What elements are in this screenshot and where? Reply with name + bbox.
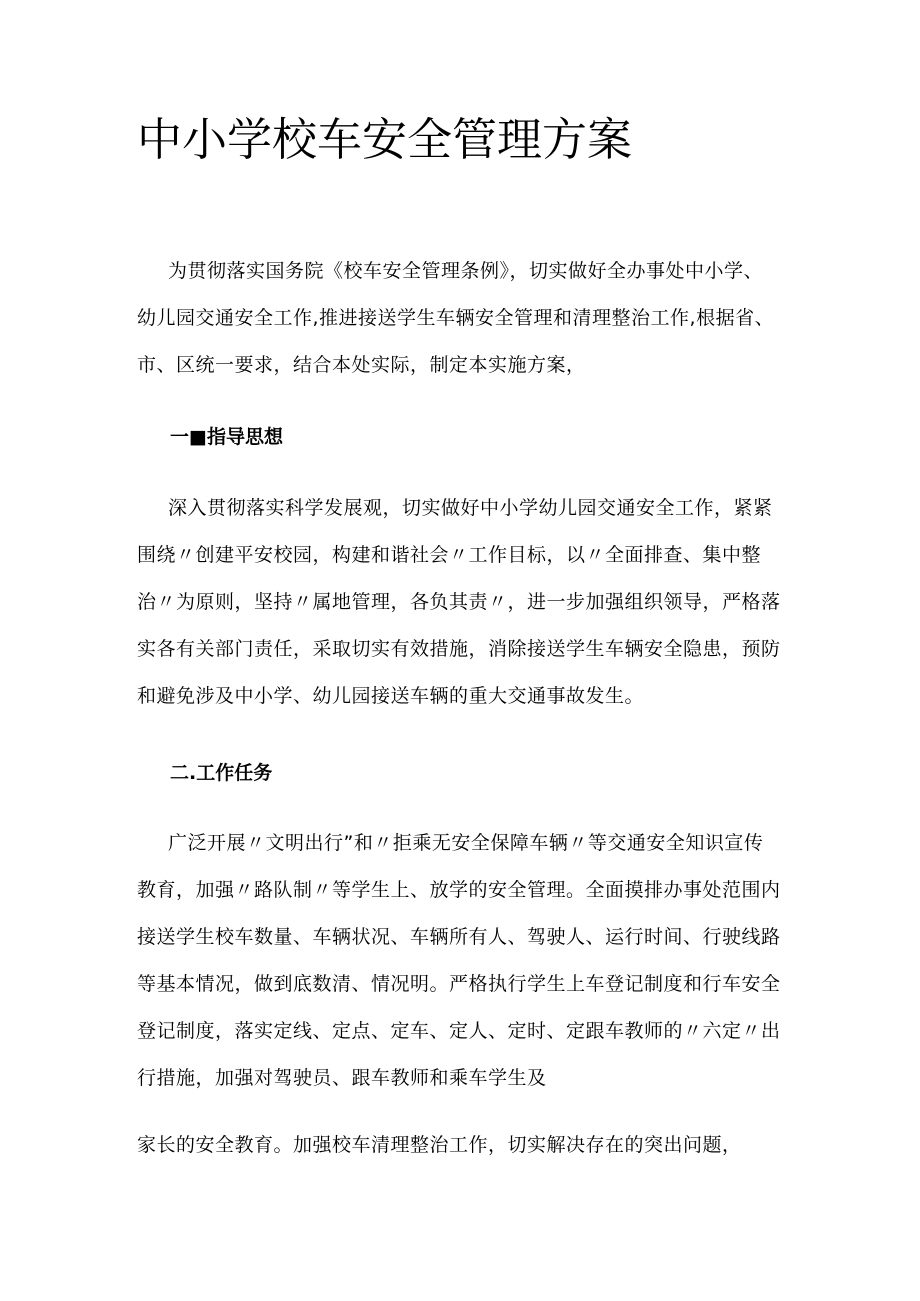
section-heading-guiding-ideology: 一■指导思想 <box>170 426 283 448</box>
section1-line-5: 和避免涉及中小学、幼儿园接送车辆的重大交通事故发生。 <box>137 685 645 707</box>
section1-line-1: 深入贯彻落实科学发展观，切实做好中小学幼儿园交通安全工作，紧紧 <box>168 497 773 519</box>
section2-line-3: 接送学生校车数量、车辆状况、车辆所有人、驾驶人、运行时间、行驶线路 <box>137 926 781 948</box>
intro-line-3: 市、区统一要求，结合本处实际，制定本实施方案， <box>137 354 586 376</box>
section-heading-work-tasks: 二.工作任务 <box>170 762 273 784</box>
section1-line-2: 围绕〃创建平安校园，构建和谐社会〃工作目标，以〃全面排查、集中整 <box>137 544 762 566</box>
section2-line-2: 教育，加强〃路队制〃等学生上、放学的安全管理。全面摸排办事处范围内 <box>137 879 781 901</box>
section2-line-7: 家长的安全教育。加强校车清理整治工作，切实解决存在的突出问题， <box>137 1134 742 1156</box>
section2-line-5: 登记制度，落实定线、定点、定车、定人、定时、定跟车教师的〃六定〃出 <box>137 1020 781 1042</box>
section2-line-1: 广泛开展〃文明出行”和〃拒乘无安全保障车辆〃等交通安全知识宣传 <box>168 832 764 854</box>
intro-line-2: 幼儿园交通安全工作,推进接送学生车辆安全管理和清理整治工作,根据省、 <box>137 307 775 329</box>
intro-line-1: 为贯彻落实国务院《校车安全管理条例》，切实做好全办事处中小学、 <box>168 260 764 282</box>
section2-line-6: 行措施，加强对驾驶员、跟车教师和乘车学生及 <box>137 1067 547 1089</box>
section1-line-3: 治〃为原则，坚持〃属地管理，各负其责〃，进一步加强组织领导，严格落 <box>137 591 781 613</box>
section2-line-4: 等基本情况，做到底数清、情况明。严格执行学生上车登记制度和行车安全 <box>137 973 781 995</box>
document-title: 中小学校车安全管理方案 <box>137 113 633 166</box>
section1-line-4: 实各有关部门责任，采取切实有效措施，消除接送学生车辆安全隐患，预防 <box>137 638 781 660</box>
